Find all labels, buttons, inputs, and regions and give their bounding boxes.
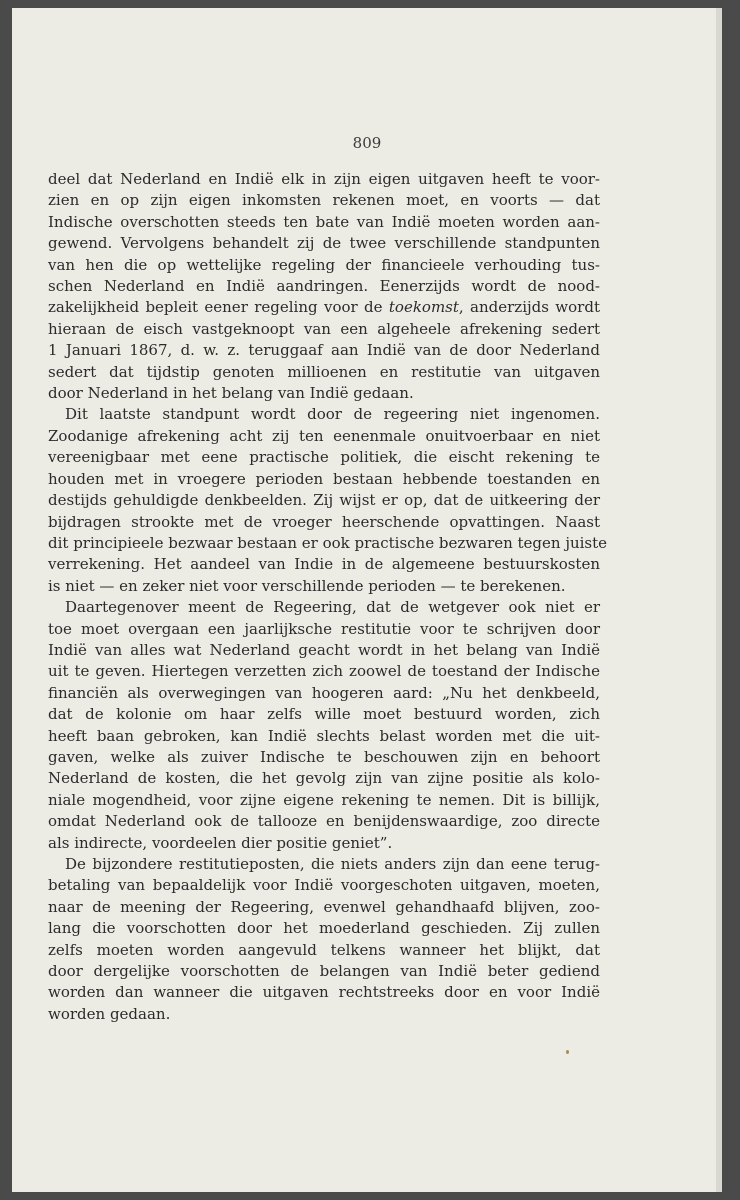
- text-line: Indië van alles wat Nederland geacht wordt in het belang van Indië: [48, 640, 600, 659]
- text-line: door dergelijke voorschotten de belangen van Indië beter gediend: [48, 962, 600, 981]
- text-line: hieraan de eisch vastgeknoopt van een algeheele afrekening sedert: [48, 319, 600, 338]
- text-line: Daartegenover meent de Regeering, dat de wetgever ook niet er: [65, 598, 600, 617]
- book-page: [12, 8, 722, 1192]
- text-line: destijds gehuldigde denkbeelden. Zij wijst er op, dat de uitkeering der: [48, 491, 600, 510]
- text-line: bijdragen strookte met de vroeger heerschende opvattingen. Naast: [48, 512, 600, 531]
- text-line: Dit laatste standpunt wordt door de regeering niet ingenomen.: [65, 405, 600, 424]
- text-line: zien en op zijn eigen inkomsten rekenen moet, en voorts — dat: [48, 191, 600, 210]
- text-line: worden gedaan.: [48, 1004, 171, 1023]
- text-line: gewend. Vervolgens behandelt zij de twee verschillende standpunten: [48, 234, 600, 253]
- text-line: heeft baan gebroken, kan Indië slechts belast worden met die uit-: [48, 726, 600, 745]
- text-line: vereenigbaar met eene practische politiek, die eischt rekening te: [48, 448, 600, 467]
- text-line: betaling van bepaaldelijk voor Indië voorgeschoten uitgaven, moeten,: [48, 876, 600, 895]
- text-line: is niet — en zeker niet voor verschillende perioden — te berekenen.: [48, 576, 566, 595]
- text-line: verrekening. Het aandeel van Indie in de algemeene bestuurskosten: [48, 555, 600, 574]
- text-line: dit principieele bezwaar bestaan er ook practische bezwaren tegen juiste: [48, 533, 608, 552]
- text-line: naar de meening der Regeering, evenwel gehandhaafd blijven, zoo-: [48, 897, 600, 916]
- text-line: financiën als overwegingen van hoogeren aard: „Nu het denkbeeld,: [48, 683, 600, 702]
- text-line: zakelijkheid bepleit eener regeling voor de toekomst, anderzijds wordt: [48, 298, 600, 317]
- text-line: zelfs moeten worden aangevuld telkens wanneer het blijkt, dat: [48, 940, 600, 959]
- text-line: Zoodanige afrekening acht zij ten eenenmale onuitvoerbaar en niet: [48, 426, 600, 445]
- text-line: dat de kolonie om haar zelfs wille moet bestuurd worden, zich: [48, 705, 600, 724]
- text-line: toe moet overgaan een jaarlijksche restitutie voor te schrijven door: [48, 619, 600, 638]
- text-line: Nederland de kosten, die het gevolg zijn van zijne positie als kolo-: [48, 769, 600, 788]
- paragraph: [48, 597, 600, 854]
- body-text: [48, 169, 608, 1025]
- text-line: Indische overschotten steeds ten bate van Indië moeten worden aan-: [48, 212, 600, 231]
- text-line: De bijzondere restitutieposten, die niets anders zijn dan eene terug-: [65, 855, 600, 873]
- text-line: deel dat Nederland en Indië elk in zijn eigen uitgaven heeft te voor-: [48, 170, 600, 188]
- text-line: sedert dat tijdstip genoten millioenen en restitutie van uitgaven: [48, 362, 600, 381]
- text-line: omdat Nederland ook de tallooze en benijdenswaardige, zoo directe: [48, 812, 600, 831]
- text-line: schen Nederland en Indië aandringen. Eenerzijds wordt de nood-: [48, 277, 600, 296]
- paragraph: [48, 404, 608, 597]
- text-line: houden met in vroegere perioden bestaan hebbende toestanden en: [48, 469, 600, 488]
- ink-speck: [566, 1050, 569, 1054]
- text-line: niale mogendheid, voor zijne eigene rekening te nemen. Dit is billijk,: [48, 790, 600, 809]
- text-line: lang die voorschotten door het moederland geschieden. Zij zullen: [48, 919, 600, 938]
- text-line: uit te geven. Hiertegen verzetten zich zoowel de toestand der Indische: [48, 662, 600, 681]
- text-line: van hen die op wettelijke regeling der financieele verhouding tus-: [48, 255, 600, 274]
- paragraph: [48, 854, 600, 1025]
- page-edge: [716, 8, 722, 1192]
- text-line: door Nederland in het belang van Indië gedaan.: [48, 384, 414, 403]
- page-number: 809: [352, 134, 382, 152]
- paragraph: [48, 169, 600, 404]
- text-line: als indirecte, voordeelen dier positie geniet”.: [48, 833, 393, 852]
- text-line: 1 Januari 1867, d. w. z. teruggaaf aan Indië van de door Nederland: [48, 341, 600, 360]
- text-line: gaven, welke als zuiver Indische te beschouwen zijn en behoort: [48, 747, 600, 766]
- text-line: worden dan wanneer die uitgaven rechtstreeks door en voor Indië: [48, 983, 600, 1002]
